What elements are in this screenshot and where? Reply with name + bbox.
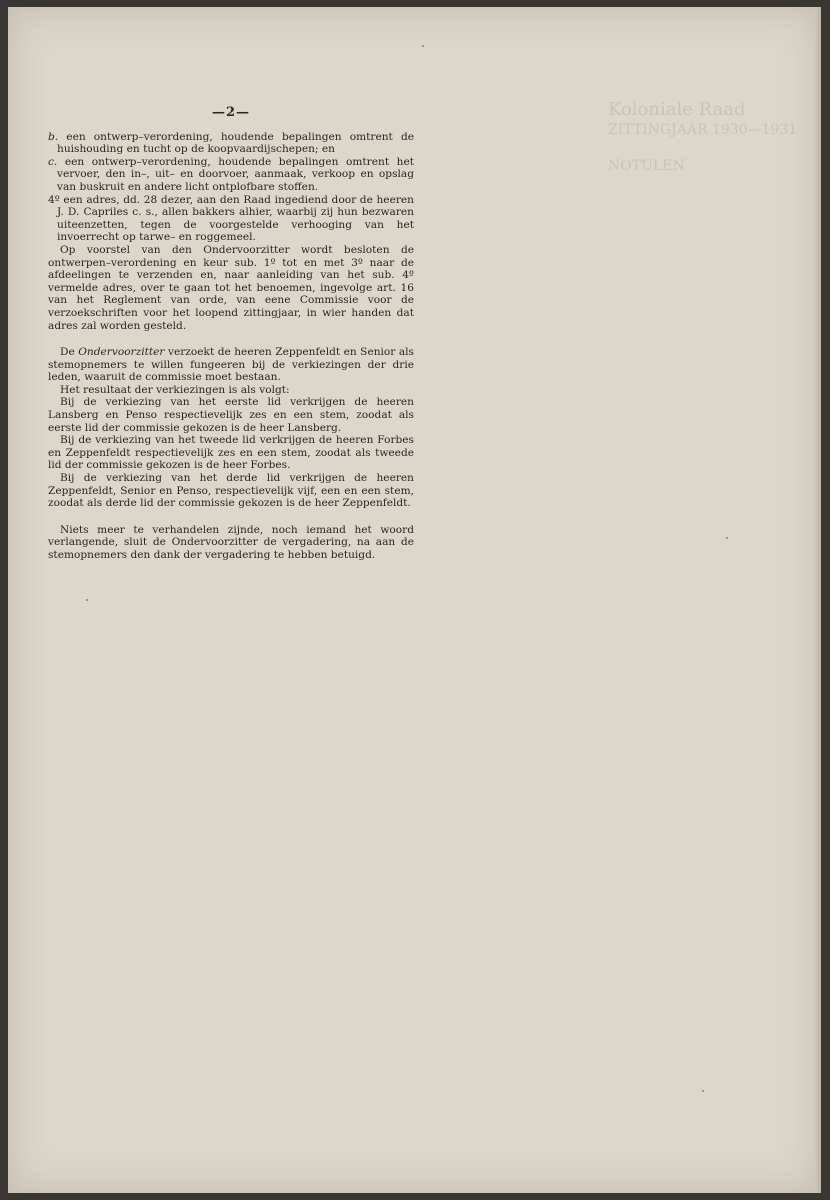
italic-term: Ondervoorzitter xyxy=(78,346,165,359)
paragraph-text: 4º een adres, dd. 28 dezer, aan den Raad ingediend door de heeren J. D. Capriles c. s., allen bakkers alhier, waarbij zij hun bezwaren uiteenzetten, tegen de voorgestelde verhooging van het invoerrecht op tarwe– en roggemeel. xyxy=(48,193,414,244)
paragraph-text: Niets meer te verhandelen zijnde, noch iemand het woord verlangende, sluit de Ondervoorzitter de vergadering, na aan de stemopnemers den dank der vergadering te hebben betuigd. xyxy=(48,523,414,561)
paragraph xyxy=(48,346,414,384)
item-marker: c. xyxy=(48,155,58,168)
paragraph-text: Op voorstel van den Ondervoorzitter wordt besloten de ontwerpen–verordening en keur sub. 1º tot en met 3º naar de afdeelingen te verzenden en, naar aanleiding van het sub. 4º vermelde adres, over te gaan tot het benoemen, ingevolge art. 16 van het Reglement van orde, van eene Commissie voor de verzoekschriften voor het loopend zittingjaar, in wier handen dat adres zal worden gesteld. xyxy=(48,243,414,332)
document-body xyxy=(48,107,414,562)
paragraph xyxy=(48,131,414,156)
paragraph xyxy=(48,244,414,332)
paragraph-text: verzoekt de heeren Zeppenfeldt en Senior als stemopnemers te willen fungeeren bij de verkiezingen der drie leden, waaruit de commissie moet bestaan. xyxy=(48,346,414,384)
paper-speckle xyxy=(86,599,88,601)
paper-speckle xyxy=(726,537,728,539)
paragraph-text: een ontwerp–verordening, houdende bepalingen omtrent het vervoer, den in–, uit– en doorvoer, aanmaak, verkoop en opslag van buskruit en andere licht ontplofbare stoffen. xyxy=(57,155,414,193)
paragraph-gap xyxy=(48,510,414,524)
bleedthrough-line: ZITTINGJAAR 1930—1931 xyxy=(608,122,798,138)
paper-speckle xyxy=(702,1090,704,1092)
paragraph-text: een ontwerp–verordening, houdende bepalingen omtrent de huishouding en tucht op de koopvaardijschepen; en xyxy=(57,130,414,156)
bleedthrough-line: Koloniale Raad xyxy=(608,99,746,120)
paragraph-text: Het resultaat der verkiezingen is als volgt: xyxy=(60,383,290,396)
item-marker: b. xyxy=(48,130,59,143)
bleedthrough-text xyxy=(608,99,797,175)
paragraph xyxy=(48,472,414,510)
document-page xyxy=(8,7,821,1193)
paragraph-text: Bij de verkiezing van het tweede lid verkrijgen de heeren Forbes en Zeppenfeldt respectievelijk zes en een stem, zoodat als tweede lid der commissie gekozen is de heer Forbes. xyxy=(48,434,414,472)
paragraph xyxy=(48,524,414,562)
paragraph xyxy=(48,434,414,472)
paper-speckle xyxy=(422,45,424,47)
page-number: —2— xyxy=(211,105,251,120)
paragraph-text: Bij de verkiezing van het eerste lid verkrijgen de heeren Lansberg en Penso respectievelijk zes en een stem, zoodat als eerste lid der commissie gekozen is de heer Lansberg. xyxy=(48,396,414,434)
paragraph xyxy=(48,156,414,194)
paragraph-prefix: De xyxy=(60,346,79,359)
paragraph xyxy=(48,194,414,244)
paragraph-text: Bij de verkiezing van het derde lid verkrijgen de heeren Zeppenfeldt, Senior en Penso, respectievelijk vijf, een en een stem, zoodat als derde lid der commissie gekozen is de heer Zeppenfeldt. xyxy=(48,472,414,510)
paragraph-gap xyxy=(48,332,414,346)
bleedthrough-line: NOTULEN xyxy=(608,158,685,174)
paragraph xyxy=(48,384,414,397)
page-edge xyxy=(815,7,821,1193)
paragraph xyxy=(48,396,414,434)
paragraph-list xyxy=(48,131,414,562)
